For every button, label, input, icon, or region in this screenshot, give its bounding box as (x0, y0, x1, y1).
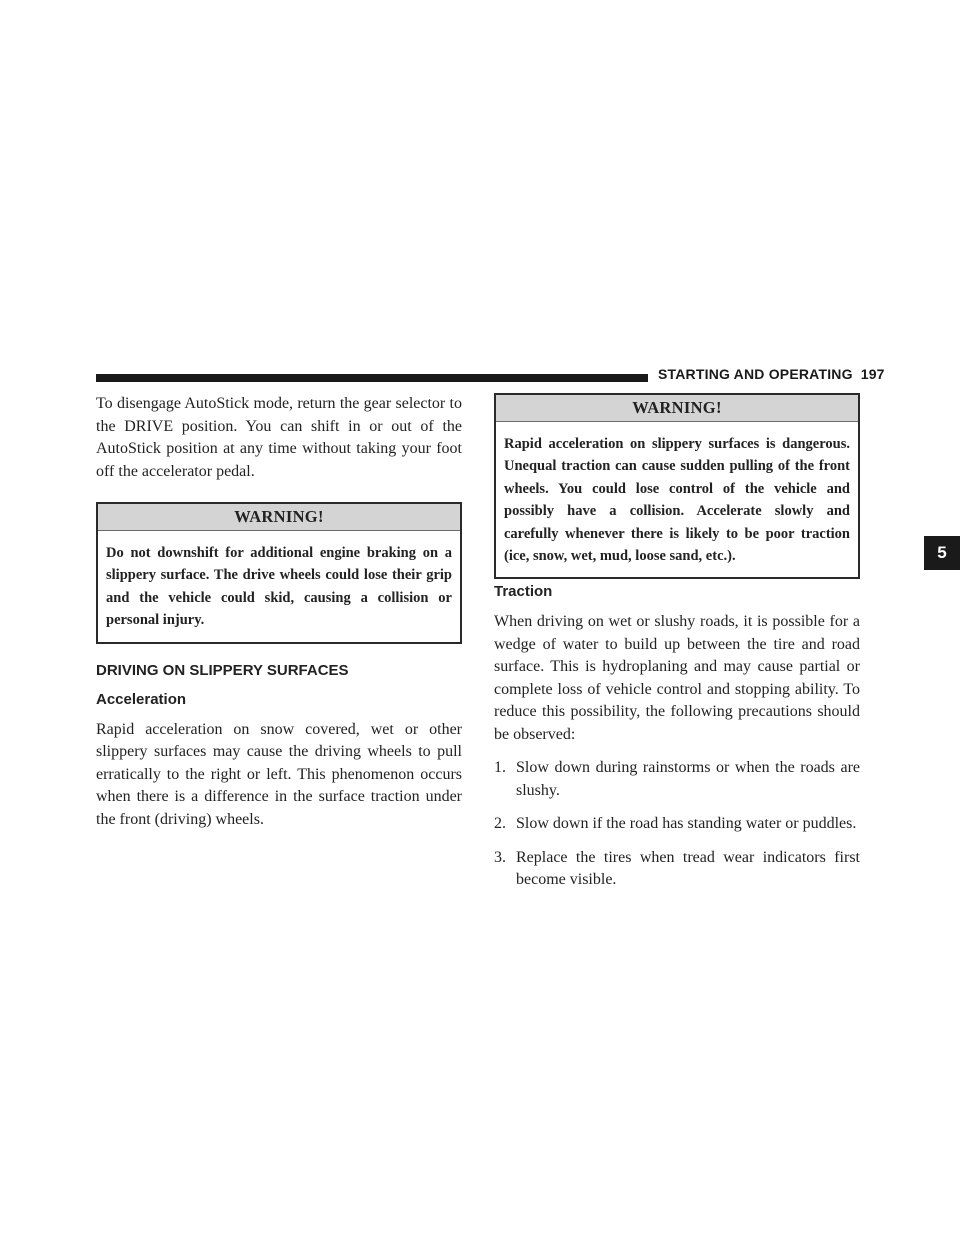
subsection-heading-acceleration: Acceleration (96, 690, 187, 708)
header-section-title: STARTING AND OPERATING (658, 366, 853, 382)
warning-box-acceleration (494, 393, 860, 579)
warning-box-downshift (96, 502, 462, 644)
traction-paragraph: When driving on wet or slushy roads, it is possible for a wedge of water to build up between the tire and road surface. This is hydroplaning and may cause partial or complete loss of vehicle control and stopping ability. To reduce this possibility, the following precautions should be observed: (494, 613, 860, 743)
header-rule (96, 374, 648, 382)
chapter-tab: 5 (924, 536, 960, 570)
running-header (658, 366, 885, 382)
autostick-disengage-paragraph: To disengage AutoStick mode, return the gear selector to the DRIVE position. You can shift in or out of the AutoStick position at any time without taking your foot off the accelerator pedal. (96, 395, 462, 480)
warning-text: Rapid acceleration on slippery surfaces is dangerous. Unequal traction can cause sudden pulling of the front wheels. You could lose control of the vehicle and possibly have a collision. Accelerate slowly and carefully whenever there is likely to be poor traction (ice, snow, wet, mud, loose sand, etc.). (504, 436, 850, 565)
section-heading: DRIVING ON SLIPPERY SURFACES (96, 661, 349, 679)
warning-text: Do not downshift for additional engine braking on a slippery surface. The drive wheels could lose their grip and the vehicle could skid, causing a collision or personal injury. (106, 545, 452, 629)
precautions-list (494, 757, 860, 892)
acceleration-paragraph: Rapid acceleration on snow covered, wet or other slippery surfaces may cause the driving wheels to pull erratically to the right or left. This phenomenon occurs when there is a difference in the surface traction under the front (driving) wheels. (96, 720, 462, 828)
list-item: 2. Slow down if the road has standing water or puddles. (494, 815, 857, 833)
left-column (96, 393, 462, 831)
list-item: 3. Replace the tires when tread wear indicators first become visible. (494, 848, 860, 889)
warning-title: WARNING! (496, 395, 858, 422)
warning-title: WARNING! (98, 504, 460, 531)
list-item: 1. Slow down during rainstorms or when the roads are slushy. (494, 759, 860, 799)
subsection-heading-traction: Traction (494, 583, 553, 601)
right-column (494, 393, 860, 892)
page-number: 197 (860, 366, 885, 382)
